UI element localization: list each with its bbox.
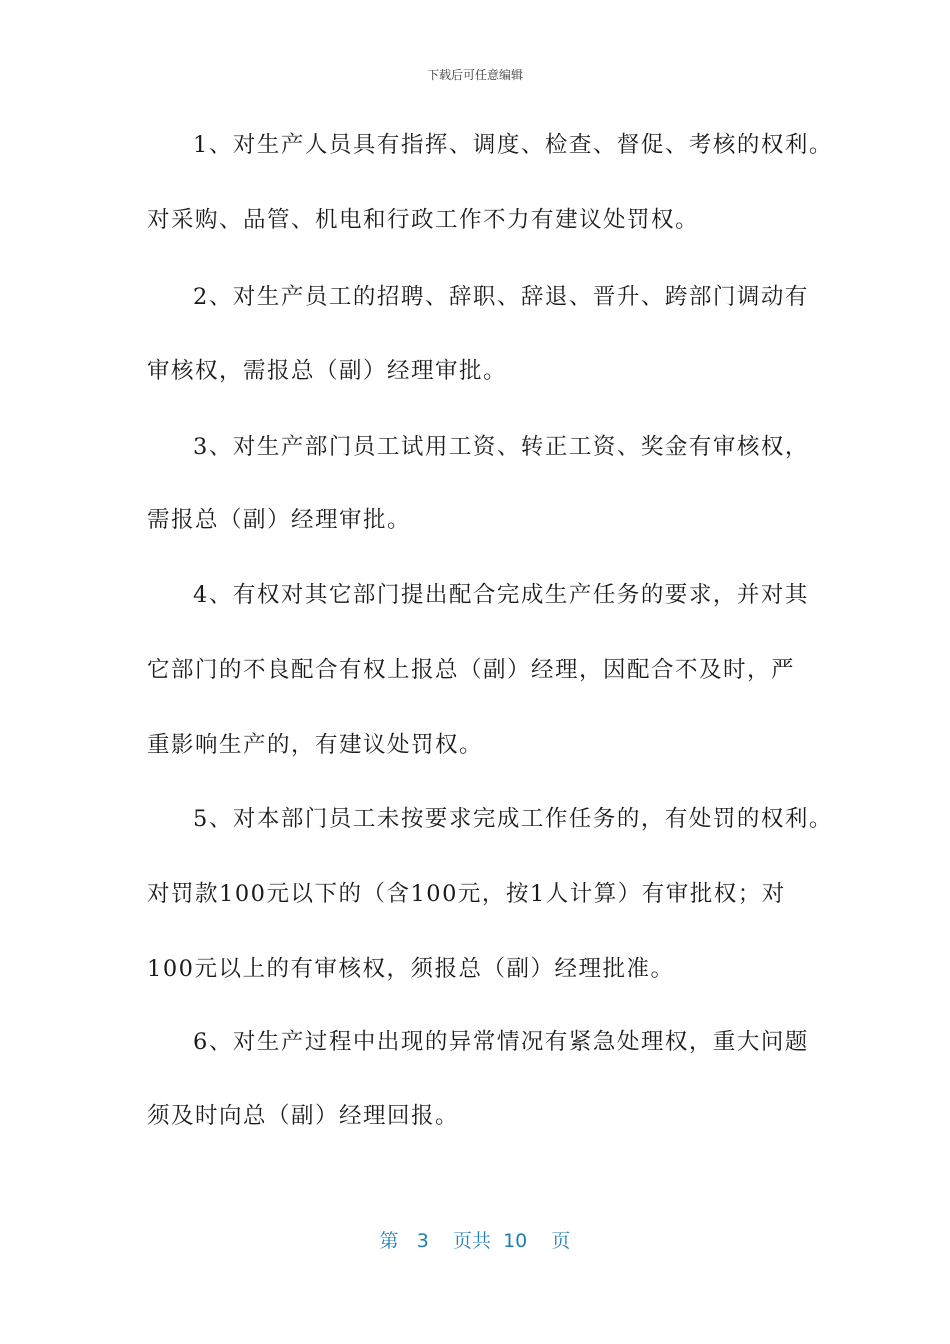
footer-middle: 页共 [452, 1230, 491, 1252]
paragraph-1-line-2: 对采购、品管、机电和行政工作不力有建议处罚权。 [147, 207, 700, 233]
paragraph-3-line-1: 3、对生产部门员工试用工资、转正工资、奖金有审核权， [193, 434, 809, 460]
paragraph-6-line-1: 6、对生产过程中出现的异常情况有紧急处理权，重大问题 [193, 1029, 809, 1055]
page-header-note: 下载后可任意编辑 [426, 68, 523, 82]
paragraph-4-line-2: 它部门的不良配合有权上报总（副）经理，因配合不及时，严 [147, 657, 796, 683]
paragraph-3-line-2: 需报总（副）经理审批。 [147, 507, 412, 533]
page-number-footer [0, 1226, 950, 1253]
paragraph-2-line-2: 审核权，需报总（副）经理审批。 [147, 358, 508, 384]
paragraph-6-line-2: 须及时向总（副）经理回报。 [147, 1103, 460, 1129]
paragraph-5-line-1: 5、对本部门员工未按要求完成工作任务的，有处罚的权利。 [193, 806, 833, 832]
footer-suffix: 页 [551, 1230, 571, 1252]
paragraph-2-line-1: 2、对生产员工的招聘、辞职、辞退、晋升、跨部门调动有 [193, 284, 809, 310]
paragraph-5-line-2: 对罚款100元以下的（含100元，按1人计算）有审批权；对 [147, 881, 786, 907]
footer-current-page: 3 [416, 1230, 429, 1252]
footer-total-pages: 10 [503, 1230, 528, 1252]
footer-prefix: 第 [379, 1230, 399, 1252]
paragraph-5-line-3: 100元以上的有审核权，须报总（副）经理批准。 [147, 956, 675, 982]
paragraph-4-line-1: 4、有权对其它部门提出配合完成生产任务的要求，并对其 [193, 582, 809, 608]
paragraph-4-line-3: 重影响生产的，有建议处罚权。 [147, 732, 484, 758]
paragraph-1-line-1: 1、对生产人员具有指挥、调度、检查、督促、考核的权利。 [193, 132, 833, 158]
